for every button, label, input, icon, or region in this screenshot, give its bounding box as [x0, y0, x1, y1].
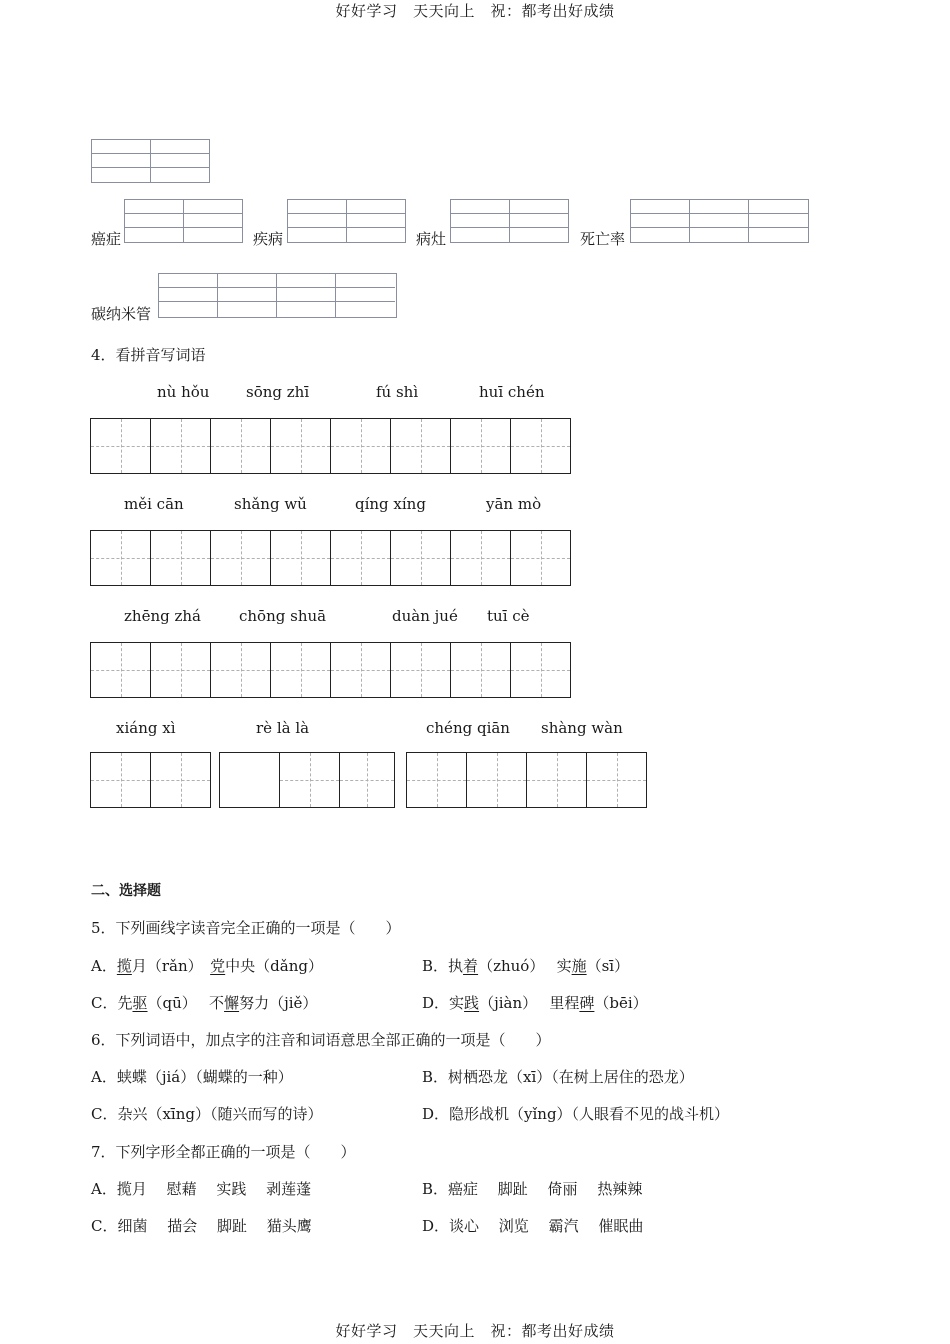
writing-boxes[interactable]: [90, 530, 571, 586]
q7-option-b[interactable]: B．癌症 脚趾 倚丽 热辣辣: [422, 1180, 643, 1198]
q6-option-d[interactable]: D．隐形战机（yǐng）（人眼看不见的战斗机）: [422, 1105, 730, 1123]
pinyin: shǎng wǔ: [234, 495, 307, 513]
underlined-char: 驱: [132, 994, 148, 1012]
q6-option-b[interactable]: B．树栖恐龙（xī）（在树上居住的恐龙）: [422, 1068, 694, 1086]
stroke-grid: [158, 273, 397, 318]
option-text: （zhuó） 实: [478, 957, 572, 975]
question-6-stem: 6．下列词语中，加点字的注音和词语意思全部正确的一项是（ ）: [91, 1031, 551, 1049]
option-text: 努力（jiě）: [239, 994, 318, 1012]
option-text: （qū） 不: [147, 994, 225, 1012]
pinyin: yān mò: [486, 495, 542, 513]
option-label: C．: [91, 994, 118, 1012]
writing-boxes[interactable]: [406, 752, 647, 808]
pinyin: duàn jué: [392, 607, 458, 625]
q6-option-a[interactable]: A．蛱蝶（jiá）（蝴蝶的一种）: [91, 1068, 293, 1086]
stroke-grid: [630, 199, 809, 243]
writing-boxes[interactable]: [90, 642, 571, 698]
stroke-grid-top: [91, 139, 210, 183]
pinyin: qíng xíng: [355, 495, 426, 513]
grid-word-label: 病灶: [416, 230, 447, 248]
q7-option-c[interactable]: C．细菌 描会 脚趾 猫头鹰: [91, 1217, 312, 1235]
option-text: 中央（dǎng）: [225, 957, 323, 975]
pinyin: shàng wàn: [541, 719, 623, 737]
underlined-char: 施: [571, 957, 587, 975]
option-text: 月（rǎn）: [131, 957, 211, 975]
pinyin: sōng zhī: [246, 383, 310, 401]
question-5-stem: 5．下列画线字读音完全正确的一项是（ ）: [91, 919, 401, 937]
writing-boxes[interactable]: [90, 418, 571, 474]
pinyin: měi cān: [124, 495, 184, 513]
writing-boxes[interactable]: [90, 752, 211, 808]
q6-option-c[interactable]: C．杂兴（xīng）（随兴而写的诗）: [91, 1105, 323, 1123]
underlined-char: 着: [463, 957, 479, 975]
q5-option-d[interactable]: [422, 992, 648, 1013]
underlined-char: 党: [210, 957, 226, 975]
pinyin: tuī cè: [487, 607, 530, 625]
pinyin: chéng qiān: [426, 719, 510, 737]
q7-option-d[interactable]: D．谈心 浏览 霸汽 催眠曲: [422, 1217, 644, 1235]
page-header: 好好学习 天天向上 祝：都考出好成绩: [335, 2, 615, 20]
option-text: 先: [117, 994, 133, 1012]
option-text: （sī）: [586, 957, 630, 975]
option-text: （bēi）: [594, 994, 648, 1012]
underlined-char: 懈: [224, 994, 240, 1012]
page-footer: 好好学习 天天向上 祝：都考出好成绩: [335, 1322, 615, 1340]
pinyin: nù hǒu: [157, 383, 210, 401]
q7-option-a[interactable]: A．揽月 慰藉 实践 剥莲蓬: [91, 1180, 312, 1198]
underlined-char: 践: [464, 994, 480, 1012]
pinyin: xiáng xì: [116, 719, 176, 737]
pinyin: rè là là: [256, 719, 310, 737]
question-4-title: 4．看拼音写词语: [91, 346, 206, 364]
grid-word-label: 疾病: [253, 230, 284, 248]
grid-word-label: 癌症: [91, 230, 122, 248]
pinyin: huī chén: [479, 383, 545, 401]
writing-boxes[interactable]: [219, 752, 395, 808]
stroke-grid: [124, 199, 243, 243]
stroke-grid: [450, 199, 569, 243]
option-label: B．: [422, 957, 449, 975]
section-title: 二、选择题: [91, 883, 161, 899]
question-7-stem: 7．下列字形全都正确的一项是（ ）: [91, 1143, 356, 1161]
stroke-grid: [287, 199, 406, 243]
q5-option-c[interactable]: [91, 992, 317, 1013]
underlined-char: 碑: [579, 994, 595, 1012]
q5-option-a[interactable]: [91, 955, 323, 976]
grid-word-label: 死亡率: [580, 230, 626, 248]
pinyin: fú shì: [376, 383, 419, 401]
option-text: 实: [449, 994, 465, 1012]
pinyin: zhēng zhá: [124, 607, 201, 625]
underlined-char: 揽: [116, 957, 132, 975]
grid-word-label: 碳纳米管: [91, 305, 152, 323]
q5-option-b[interactable]: [422, 955, 629, 976]
pinyin: chōng shuā: [239, 607, 327, 625]
option-text: 执: [448, 957, 464, 975]
option-text: （jiàn） 里程: [479, 994, 580, 1012]
option-label: A．: [91, 957, 117, 975]
option-label: D．: [422, 994, 450, 1012]
